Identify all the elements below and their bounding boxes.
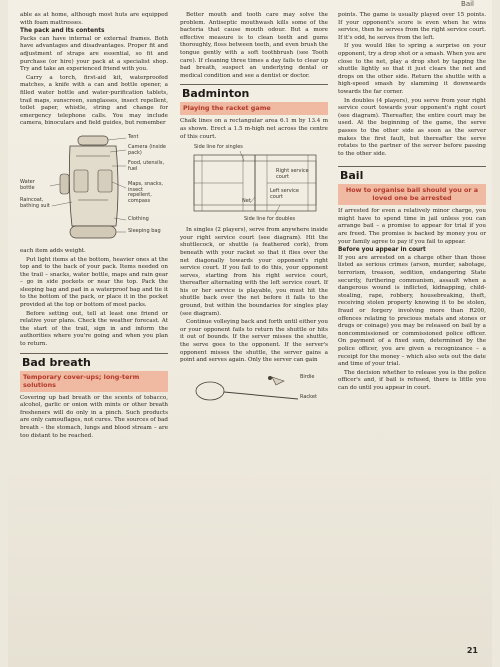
label-right-service-court: Right service court [276, 168, 309, 180]
court-figure [180, 143, 328, 225]
intro-paragraph: able as at home, although most huts are equipped with foam mattresses. [20, 12, 168, 26]
bail-paragraph-3: The decision whether to release you is the police officer's and, if bail is refused, there is little you can do until you appear in court. [338, 369, 486, 391]
singles-paragraph-1: In singles (2 players), serve from anywhere inside your right service court (see diagram). Hit the shuttlecock, or shuttle (a feathered cork), from beneath with your racket so that it flies over the net diagonally towards your opponent's right service court. If you fail to do this, your opponent serves, starting from his right service court, thereafter alternating with the left service court. If his or her service is playable, you must hit the shuttle back over the net before it falls to the ground, but within the boundaries for singles play (see diagram). [180, 227, 328, 317]
book-page [8, 0, 492, 667]
running-head: Bail [461, 0, 474, 8]
column-middle [180, 12, 328, 409]
badminton-section-head [180, 84, 328, 115]
label-food: Food, utensils, fuel [128, 159, 165, 172]
label-clothing: Clothing [128, 215, 149, 222]
bad-breath-section-head [20, 353, 168, 392]
racket-figure [180, 367, 328, 407]
pack-heading: The pack and its contents [20, 28, 105, 35]
page-number: 21 [466, 646, 478, 655]
label-tent: Tent [128, 133, 139, 140]
bad-breath-title: Bad breath [22, 355, 91, 369]
scoring-paragraph: points. The game is usually played over 15 points. If your opponent's score is even when he wins service, then he serves from the right service court. If it's odd, he serves from the left. [338, 12, 486, 41]
label-net: Net [242, 198, 251, 205]
label-side-line-singles: Side line for singles [194, 144, 243, 151]
bail-section-head [338, 166, 486, 205]
label-racket: Racket [300, 393, 317, 400]
pack-paragraph-1: Packs can have internal or external frames. Both have advantages and disadvantages. Proper fit and adjustment of straps are essential, so fit and purchase (or hire) your pack at a specialist shop. Try and take an experienced friend with you. [20, 35, 168, 73]
pack-paragraph-3: each item adds weight. [20, 247, 86, 254]
label-sleeping-bag: Sleeping bag [128, 227, 161, 234]
label-maps: Maps, snacks, insect repellent, compass [128, 180, 164, 204]
column-left [20, 12, 168, 441]
backpack-figure [20, 130, 168, 246]
racket-illustration [180, 367, 328, 407]
label-water-bottle: Water bottle [20, 178, 35, 191]
singles-paragraph-2: Continue volleying back and forth until either you or your opponent fails to return the shuttle or hits it out of bounds. If the server misses the shuttle, the serve goes to the opponent. If the server's opponent misses the shuttle, the server gains a point and serves again. Only the server can gain [180, 319, 328, 364]
doubles-paragraph: In doubles (4 players), you serve from your right service court towards your opponent's right court (see diagram). Thereafter, the entire court may be used. At the beginning of the game, the serve passes to the other side as soon as the server makes the first fault, but thereafter the serve rotates to the partner of the server before passing to the other side. [338, 97, 486, 157]
mouth-care-paragraph: Better mouth and tooth care may solve the problem. Antiseptic mouthwash kills some of the bacteria that cause mouth odour. But a more effective measure is to clean teeth and gums thoroughly, floss between teeth, and even brush the tongue gently with a soft toothbrush (see Tooth care). If cleaning three times a day fails to clear up bad breath, suspect an underlying dental or medical condition and see a dentist or doctor. [180, 12, 328, 79]
bail-paragraph-2: If you are arrested on a charge other than those listed as serious crimes (arson, murder, sabotage, terrorism, treason, sedition, endangering State security, furthering communism, assault when a dangerous wound is inflicted, kidnapping, child-stealing, rape, robbery, housebreaking, theft, receiving stolen property knowing it to be stolen, fraud or forgery involving more than R200, offences relating to precious metals and stones or drugs or coinage) you may be released on bail by a noncommissioned or commissioned police officer. On payment of a fixed sum, determined by the police officer, you are given a recognizance – a receipt for the money – which also sets out the date and time of your trial. [338, 254, 486, 368]
bail-title: Bail [340, 169, 364, 183]
label-side-line-doubles: Side line for doubles [244, 216, 296, 223]
badminton-title: Badminton [182, 87, 250, 101]
pack-paragraph-5: Before setting out, tell at least one friend or relative your plans. Check the weather forecast. At the start of the trail, sign in and inform the authorities where you're going and when you plan to return. [20, 310, 168, 348]
bad-breath-subtitle: Temporary cover-ups; long-term solutions [20, 371, 168, 392]
bail-heading: Before you appear in court [338, 247, 426, 254]
bad-breath-paragraph-1: Covering up bad breath or the scents of tobacco, alcohol, garlic or onion with mints or other breath fresheners will do only in a pinch. Such products are only camouflages, not cures. The sources of bad breath – the stomach, lungs and blood stream – are too distant to be reached. [20, 394, 168, 439]
column-right [338, 12, 486, 394]
court-diagram [180, 143, 328, 225]
label-camera: Camera (inside pack) [128, 143, 166, 156]
label-raincoat: Raincoat, bathing suit [20, 196, 50, 209]
badminton-subtitle: Playing the racket game [180, 102, 328, 115]
bail-subtitle: How to organise bail should you or a loved one be arrested [338, 184, 486, 205]
pack-paragraph-4: Put light items at the bottom, heavier ones at the top and to the back of your pack. Items needed on the trail – snacks, water bottle, maps and rain gear – go in side pockets or near the top. Pack the sleeping bag and pad in a waterproof bag and tie it to the bottom of the pack, or place it in the pocket provided at the top or bottom of most packs. [20, 256, 168, 309]
bail-paragraph-1: If arrested for even a relatively minor charge, you might have to spend time in jail unless you can arrange bail – a promise to appear for trial if you are freed. The promise is backed by money you or your family agree to pay if you fail to appear. [338, 208, 486, 245]
label-left-service-court: Left service court [270, 188, 299, 200]
pack-paragraph-2: Carry a torch, first-aid kit, waterproofed matches, a knife with a can and bottle opener, a filled water bottle and water-purification tablets, trail maps, sunscreen, sunglasses, insect repellent, toilet paper, whistle, string and change for emergency telephone calls. You may include camera, binoculars and field guides, but remember [20, 74, 168, 127]
drop-shot-paragraph: If you would like to spring a surprise on your opponent, try a drop shot or a smash. When you are close to the net, play a drop shot by tapping the shuttle lightly so that it just clears the net and drops on the other side. Return the shuttle with a high-speed smash by slamming it downwards towards the far corner. [338, 43, 486, 95]
label-birdie: Birdie [300, 373, 315, 380]
court-paragraph: Chalk lines on a rectangular area 6.1 m by 13.4 m as shown. Erect a 1.5 m-high net across the centre of this court. [180, 118, 328, 140]
